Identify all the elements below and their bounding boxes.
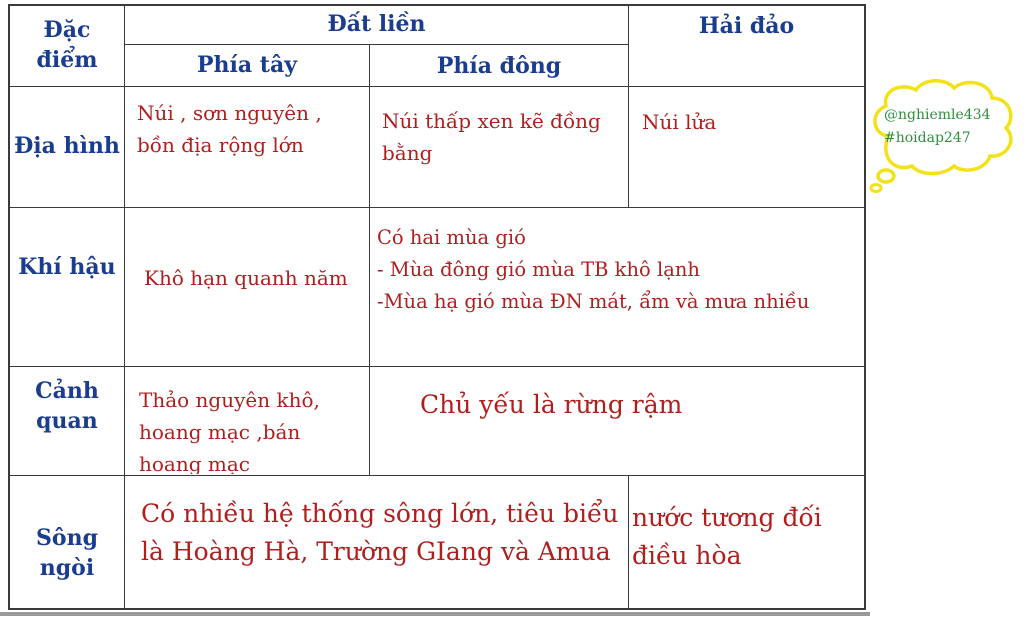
cell-dia-hinh-hai-dao: Núi lửa: [642, 110, 717, 134]
row-divider: [8, 366, 866, 367]
watermark-handle: @nghiemle434: [884, 107, 991, 123]
header-phia-tay: Phía tây: [196, 51, 297, 78]
row-label-canh-quan: Cảnh quan: [35, 378, 99, 434]
header-phia-dong: Phía đông: [436, 52, 562, 79]
column-divider: [124, 4, 125, 610]
cell-song-ngoi-dat-lien: Có nhiều hệ thống sông lớn, tiêu biểu là Hoàng Hà, Trường GIang và Amua: [141, 499, 619, 566]
column-divider: [369, 44, 370, 475]
cell-song-ngoi-hai-dao: nước tương đối điều hòa: [632, 503, 822, 570]
cell-canh-quan-phia-tay: Thảo nguyên khô, hoang mạc ,bán hoang mạc: [139, 388, 320, 474]
column-divider: [628, 475, 629, 610]
row-divider: [8, 475, 866, 476]
bottom-shadow: [0, 612, 870, 616]
table-border-bottom: [8, 608, 866, 610]
row-label-song-ngoi: Sông ngòi: [36, 525, 98, 581]
watermark-text: [884, 104, 1014, 150]
cell-khi-hau-phia-tay: Khô hạn quanh năm: [144, 266, 348, 290]
row-label-khi-hau: Khí hậu: [18, 254, 116, 281]
cell-khi-hau-dong-hai-dao: Có hai mùa gió - Mùa đông gió mùa TB khô lạnh -Mùa hạ gió mùa ĐN mát, ẩm và mưa nhiều: [377, 226, 810, 313]
cell-canh-quan-dong-hai-dao: Chủ yếu là rừng rậm: [420, 390, 683, 419]
cell-dia-hinh-phia-tay: Núi , sơn nguyên , bồn địa rộng lớn: [137, 101, 322, 157]
row-divider: [8, 207, 866, 208]
watermark-hashtag: #hoidap247: [884, 130, 971, 146]
header-hai-dao: Hải đảo: [698, 13, 795, 40]
row-label-dia-hinh: Địa hình: [14, 133, 120, 160]
header-dat-lien: Đất liền: [327, 11, 426, 38]
cell-dia-hinh-phia-dong: Núi thấp xen kẽ đồng bằng: [382, 109, 601, 165]
header-dac-diem: Đặc điểm: [36, 17, 98, 73]
